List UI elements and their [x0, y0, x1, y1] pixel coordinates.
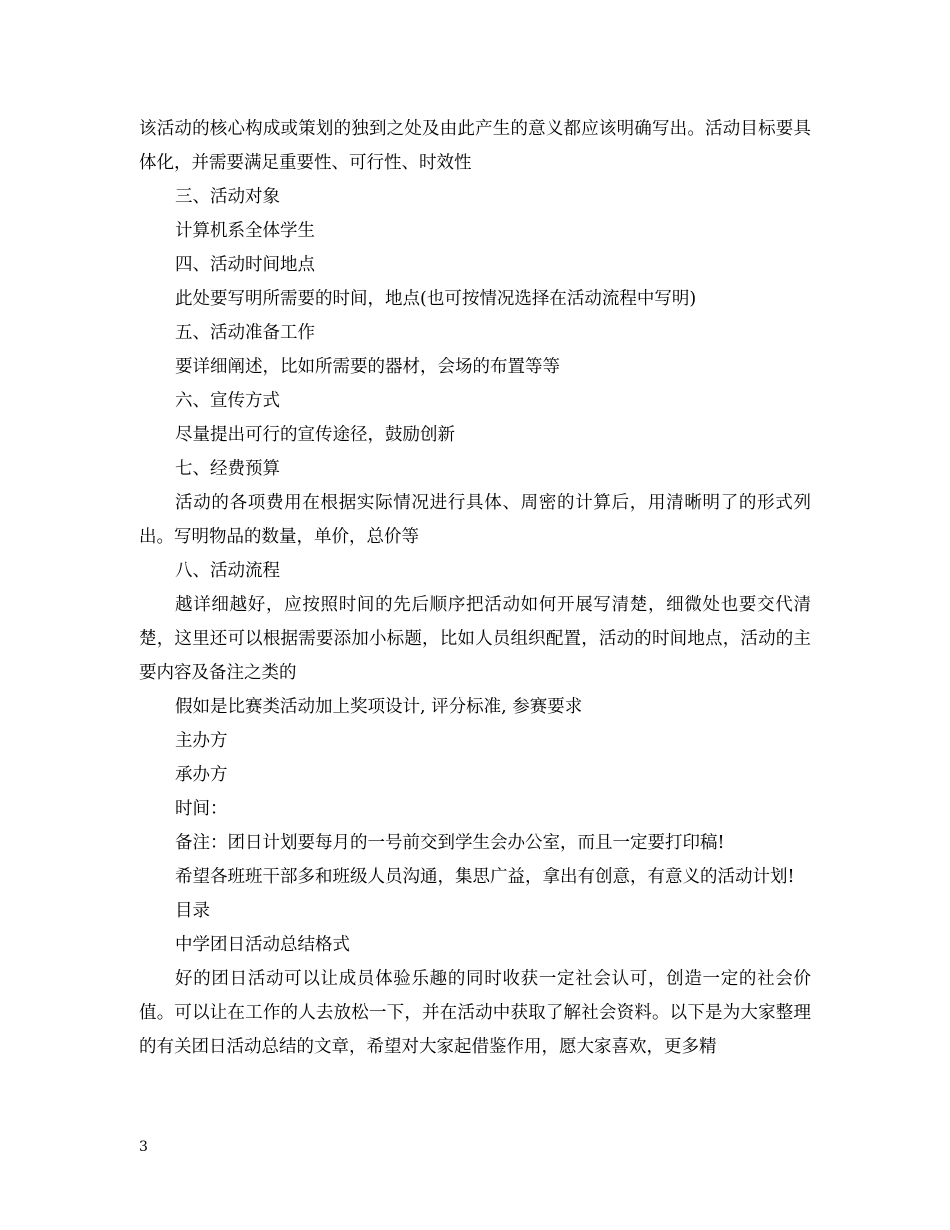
page-number: 3: [139, 1139, 148, 1155]
paragraph: 三、活动对象: [175, 187, 280, 207]
paragraph: 六、宣传方式: [175, 391, 280, 411]
paragraph: 此处要写明所需要的时间，地点(也可按情况选择在活动流程中写明): [175, 289, 697, 309]
paragraph: 尽量提出可行的宣传途径，鼓励创新: [175, 425, 455, 445]
paragraph: 该活动的核心构成或策划的独到之处及由此产生的意义都应该明确写出。活动目标要具体化，并需要满足重要性、可行性、时效性: [139, 119, 811, 173]
paragraph: 五、活动准备工作: [175, 323, 315, 343]
paragraph: 七、经费预算: [175, 459, 280, 479]
paragraph: 八、活动流程: [175, 561, 280, 581]
paragraph: 四、活动时间地点: [175, 255, 315, 275]
paragraph: 备注：团日计划要每月的一号前交到学生会办公室，而且一定要打印稿!: [175, 833, 725, 853]
paragraph: 计算机系全体学生: [175, 221, 315, 241]
paragraph: 活动的各项费用在根据实际情况进行具体、周密的计算后，用清晰明了的形式列出。写明物品的数量，单价，总价等: [139, 493, 811, 547]
paragraph: 主办方: [175, 731, 228, 751]
paragraph: 时间：: [175, 799, 228, 819]
paragraph: 希望各班班干部多和班级人员沟通，集思广益，拿出有创意，有意义的活动计划!: [175, 867, 795, 887]
paragraph: 承办方: [175, 765, 228, 785]
paragraph: 要详细阐述，比如所需要的器材，会场的布置等等: [175, 357, 560, 377]
paragraph: 好的团日活动可以让成员体验乐趣的同时收获一定社会认可，创造一定的社会价值。可以让在工作的人去放松一下，并在活动中获取了解社会资料。以下是为大家整理的有关团日活动总结的文章，希望对大家起借鉴作用，愿大家喜欢，更多精: [139, 969, 811, 1057]
paragraph: 越详细越好，应按照时间的先后顺序把活动如何开展写清楚，细微处也要交代清楚，这里还可以根据需要添加小标题，比如人员组织配置，活动的时间地点，活动的主要内容及备注之类的: [139, 595, 811, 683]
paragraph: 中学团日活动总结格式: [175, 935, 350, 955]
paragraph: 假如是比赛类活动加上奖项设计, 评分标准, 参赛要求: [175, 697, 583, 717]
paragraph: 目录: [175, 901, 210, 921]
document-body: [139, 112, 811, 1064]
